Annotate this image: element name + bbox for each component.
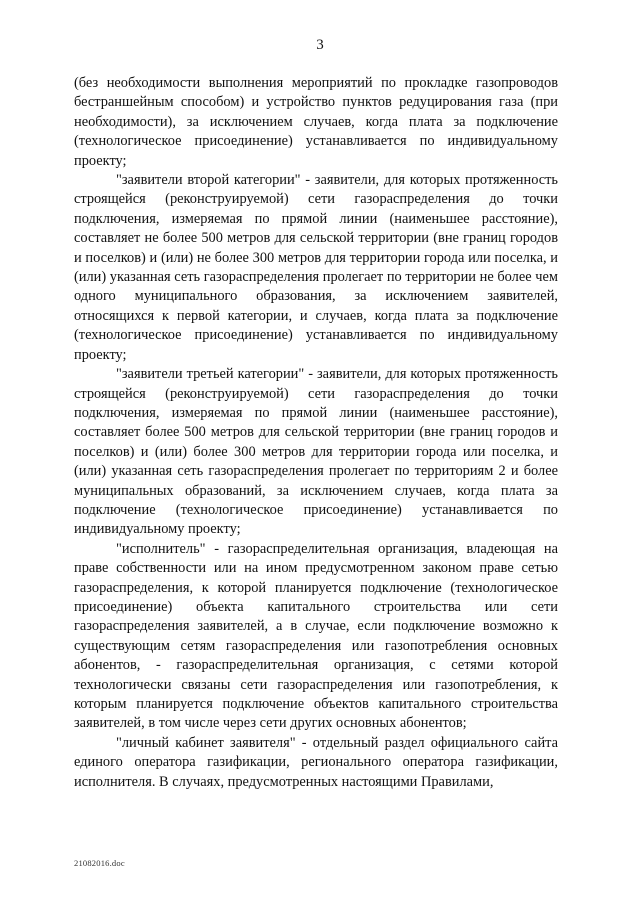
paragraph-continuation: (без необходимости выполнения мероприятий по прокладке газопроводов бестраншейным способом) и устройство пунктов редуцирования газа (при необходимости), за исключением случаев, когда плата за подключение (технологическое присоединение) устанавливается по индивидуальному проекту;	[74, 75, 558, 169]
document-body	[74, 74, 558, 792]
page-number: 3	[316, 37, 324, 53]
paragraph-second-category: "заявители второй категории" - заявители, для которых протяженность строящейся (реконструируемой) сети газораспределения до точки подключения, измеряемая по прямой линии (наименьшее расстояние), составляет не более 500 метров для сельской территории (вне границ городов и поселков) и (или) не более 300 метров для территории города или поселка, и (или) указанная сеть газораспределения пролегает по территории не более чем одного муниципального образования, за исключением заявителей, относящихся к первой категории, и случаев, когда плата за подключение (технологическое присоединение) устанавливается по индивидуальному проекту;	[74, 172, 558, 363]
footer-file-code: 21082016.doc	[74, 858, 125, 868]
paragraph-third-category: "заявители третьей категории" - заявители, для которых протяженность строящейся (реконструируемой) сети газораспределения до точки подключения, измеряемая по прямой линии (наименьшее расстояние), составляет более 500 метров для сельской территории (вне границ городов и поселков) и (или) более 300 метров для территории города или поселка, и (или) указанная сеть газораспределения пролегает по территориям 2 и более муниципальных образований, за исключением случаев, когда плата за подключение (технологическое присоединение) устанавливается по индивидуальному проекту;	[74, 366, 558, 538]
paragraph-executor: "исполнитель" - газораспределительная организация, владеющая на праве собственности или на ином предусмотренном законом праве сетью газораспределения, к которой планируется подключение (технологическое присоединение) объекта капитального строительства или сети газораспределения заявителей, а в случае, если подключение возможно к существующим сетям газораспределения или газопотребления основных абонентов, - газораспределительная организация, с сетями которой технологически связаны сети газораспределения или газопотребления, к которым планируется подключение объектов капитального строительства заявителей, в том числе через сети других основных абонентов;	[74, 540, 558, 732]
paragraph-personal-account: "личный кабинет заявителя" - отдельный раздел официального сайта единого оператора газификации, регионального оператора газификации, исполнителя. В случаях, предусмотренных настоящими Правилами,	[74, 734, 558, 790]
